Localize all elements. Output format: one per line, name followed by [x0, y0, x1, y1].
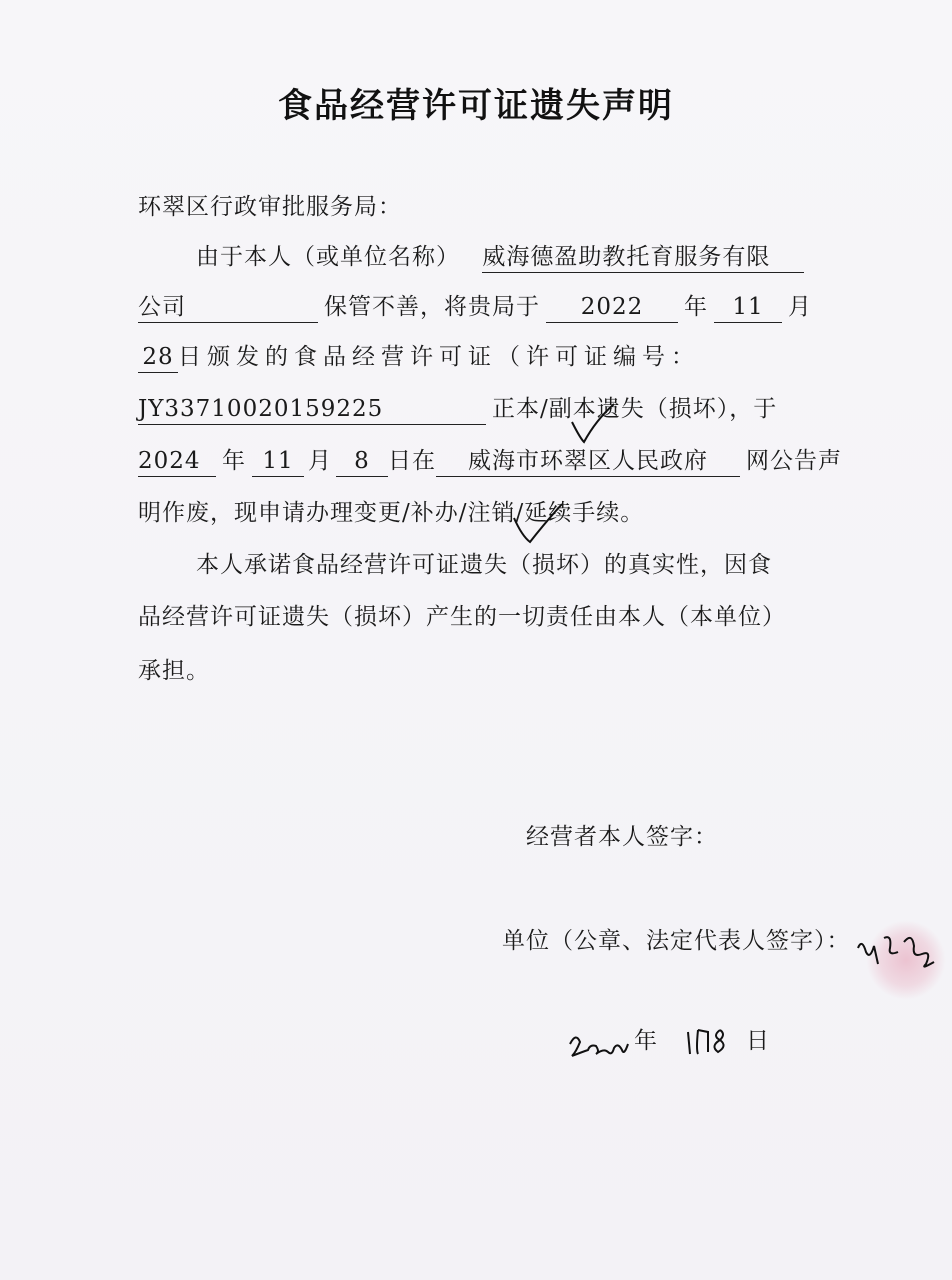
- recipient-line: [138, 190, 402, 224]
- license-text: 日颁发的食品经营许可证（许可证编号：: [178, 344, 700, 370]
- notice-org-field: [436, 446, 740, 477]
- company-name-field: [482, 242, 804, 273]
- para1-line5: [138, 444, 842, 478]
- para2-line2: [138, 600, 786, 634]
- handwritten-signature: [852, 924, 948, 974]
- para1-line4: [138, 392, 777, 426]
- check-mark-icon-2: [510, 500, 566, 546]
- notice-text: 网公告声: [746, 448, 842, 474]
- issue-day: 28: [142, 344, 174, 370]
- intro-text: 由于本人（或单位名称）: [196, 244, 460, 270]
- notice-org: 威海市环翠区人民政府: [468, 448, 708, 474]
- commitment-text-3: 承担。: [138, 658, 210, 684]
- issue-year-field: [546, 292, 678, 323]
- para1-line6: [138, 496, 644, 530]
- document-title: 食品经营许可证遗失声明: [278, 86, 674, 126]
- year-char: 年: [684, 294, 708, 320]
- notice-day-field: [336, 446, 388, 477]
- month-char-2: 月: [308, 448, 332, 474]
- issue-day-field: [138, 342, 178, 373]
- notice-year-field: [138, 446, 216, 477]
- loss-text: 正本/副本遗失（损坏），于: [492, 396, 778, 422]
- company-name-field-cont: [138, 292, 318, 323]
- custody-text: 保管不善，将贵局于: [324, 294, 540, 320]
- company-name-part2: 公司: [138, 294, 186, 320]
- recipient: 环翠区行政审批服务局：: [138, 194, 402, 220]
- handwritten-year: [566, 1022, 632, 1062]
- para1-line2: [138, 290, 812, 324]
- notice-month-field: [252, 446, 304, 477]
- handwritten-month-day: [682, 1020, 730, 1060]
- license-number: JY33710020159225: [138, 396, 384, 422]
- notice-year: 2024: [138, 448, 201, 474]
- issue-month: 11: [732, 294, 764, 320]
- month-char: 月: [788, 294, 812, 320]
- para2-line3: [138, 654, 210, 688]
- para1-line1: [196, 240, 804, 274]
- issue-year: 2022: [580, 294, 644, 320]
- check-mark-icon: [568, 402, 618, 446]
- commitment-text-2: 品经营许可证遗失（损坏）产生的一切责任由本人（本单位）: [138, 604, 786, 630]
- unit-signature-label: 单位（公章、法定代表人签字）：: [502, 928, 851, 954]
- commitment-text-1: 本人承诺食品经营许可证遗失（损坏）的真实性，因食: [196, 552, 772, 578]
- date-year-char: 年: [634, 1028, 658, 1054]
- notice-month: 11: [262, 448, 294, 474]
- operator-signature-label: 经营者本人签字：: [526, 824, 718, 850]
- year-char-2: 年: [222, 448, 246, 474]
- day-at-text: 日在: [388, 448, 436, 474]
- company-name-part1: 威海德盈助教托育服务有限: [482, 244, 771, 270]
- notice-day: 8: [354, 448, 370, 474]
- date-day-char: 日: [746, 1028, 770, 1054]
- license-number-field: [138, 394, 486, 425]
- para1-line3: [138, 340, 700, 374]
- para2-line1: [196, 548, 772, 582]
- application-text: 明作废，现申请办理变更/补办/注销/延续手续。: [138, 500, 645, 526]
- issue-month-field: [714, 292, 782, 323]
